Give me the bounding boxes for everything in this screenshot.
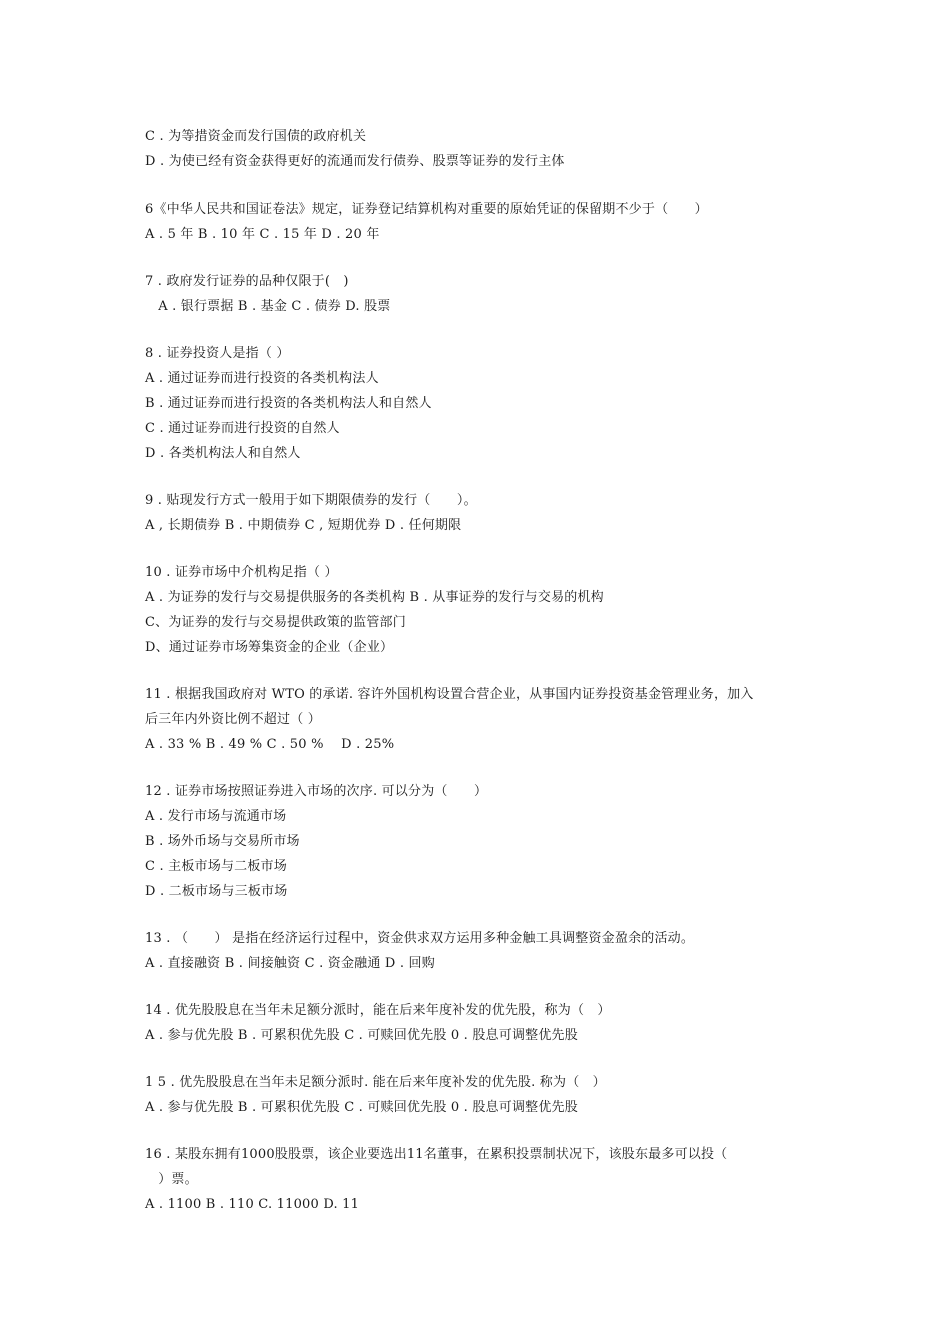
q16-question-line2: ）票。 — [145, 1172, 198, 1187]
q12-option-a: A . 发行市场与流通市场 — [145, 809, 287, 824]
q7-question: 7 . 政府发行证券的品种仅限于( ) — [145, 274, 349, 289]
q14-options: A . 参与优先股 B . 可累积优先股 C . 可赎回优先股 0 . 股息可调整优先股 — [145, 1028, 578, 1043]
q10-question: 10 . 证券市场中介机构足指（ ） — [145, 565, 338, 580]
q6-options: A . 5 年 B . 10 年 C . 15 年 D . 20 年 — [145, 227, 380, 242]
q10-option-c: C、为证券的发行与交易提供政策的监管部门 — [145, 615, 406, 630]
q15-options: A . 参与优先股 B . 可累积优先股 C . 可赎回优先股 0 . 股息可调整优先股 — [145, 1100, 578, 1115]
q10-options-ab: A . 为证券的发行与交易提供服务的各类机构 B . 从事证券的发行与交易的机构 — [145, 590, 604, 605]
q11-question-line1: 11 . 根据我国政府对 WTO 的承诺. 容许外国机构设置合营企业，从事国内证券投资基金管理业务，加入 — [145, 687, 754, 702]
q15-question: 1 5 . 优先股股息在当年未足额分派时. 能在后来年度补发的优先股. 称为（ ） — [145, 1075, 606, 1090]
q11-question-line2: 后三年内外资比例不超过（ ） — [145, 712, 321, 727]
q9-options: A , 长期债券 B . 中期债券 C , 短期优券 D . 任何期限 — [145, 518, 462, 533]
q5-option-d: D . 为使已经有资金获得更好的流通而发行债券、股票等证券的发行主体 — [145, 154, 565, 169]
q13-options: A . 直接融资 B . 间接触资 C . 资金融通 D . 回购 — [145, 956, 435, 971]
q8-option-d: D . 各类机构法人和自然人 — [145, 446, 301, 461]
q9-question: 9 . 贴现发行方式一般用于如下期限债券的发行（ ）。 — [145, 493, 477, 508]
q11-options: A . 33 % B . 49 % C . 50 % D . 25% — [145, 737, 395, 752]
q12-question: 12 . 证券市场按照证券进入市场的次序. 可以分为（ ） — [145, 784, 488, 799]
q13-question: 13 . （ ） 是指在经济运行过程中，资金供求双方运用多种金触工具调整资金盈余的活动。 — [145, 931, 695, 946]
q8-option-b: B . 通过证券而进行投资的各类机构法人和自然人 — [145, 396, 432, 411]
q8-option-a: A . 通过证券而进行投资的各类机构法人 — [145, 371, 379, 386]
q8-option-c: C . 通过证券而进行投资的自然人 — [145, 421, 340, 436]
q14-question: 14 . 优先股股息在当年未足额分派时，能在后来年度补发的优先股，称为（ ） — [145, 1003, 611, 1018]
q5-option-c: C . 为等措资金而发行国债的政府机关 — [145, 129, 367, 144]
q12-option-c: C . 主板市场与二板市场 — [145, 859, 287, 874]
q10-option-d: D、通过证券市场筹集资金的企业（企业） — [145, 640, 394, 655]
q8-question: 8 . 证券投资人是指（ ） — [145, 346, 290, 361]
q12-option-b: B . 场外币场与交易所市场 — [145, 834, 300, 849]
q12-option-d: D . 二板市场与三板市场 — [145, 884, 288, 899]
q7-options: A . 银行票据 B . 基金 C . 债券 D. 股票 — [145, 299, 391, 314]
q16-options: A . 1100 B . 110 C. 11000 D. 11 — [145, 1197, 360, 1212]
q6-question: 6《中华人民共和国证卷法》规定，证券登记结算机构对重要的原始凭证的保留期不少于（ ） — [145, 202, 708, 217]
q16-question-line1: 16 . 某股东拥有1000股股票，该企业要选出11名董事，在累积投票制状况下，该股东最多可以投（ — [145, 1147, 728, 1162]
